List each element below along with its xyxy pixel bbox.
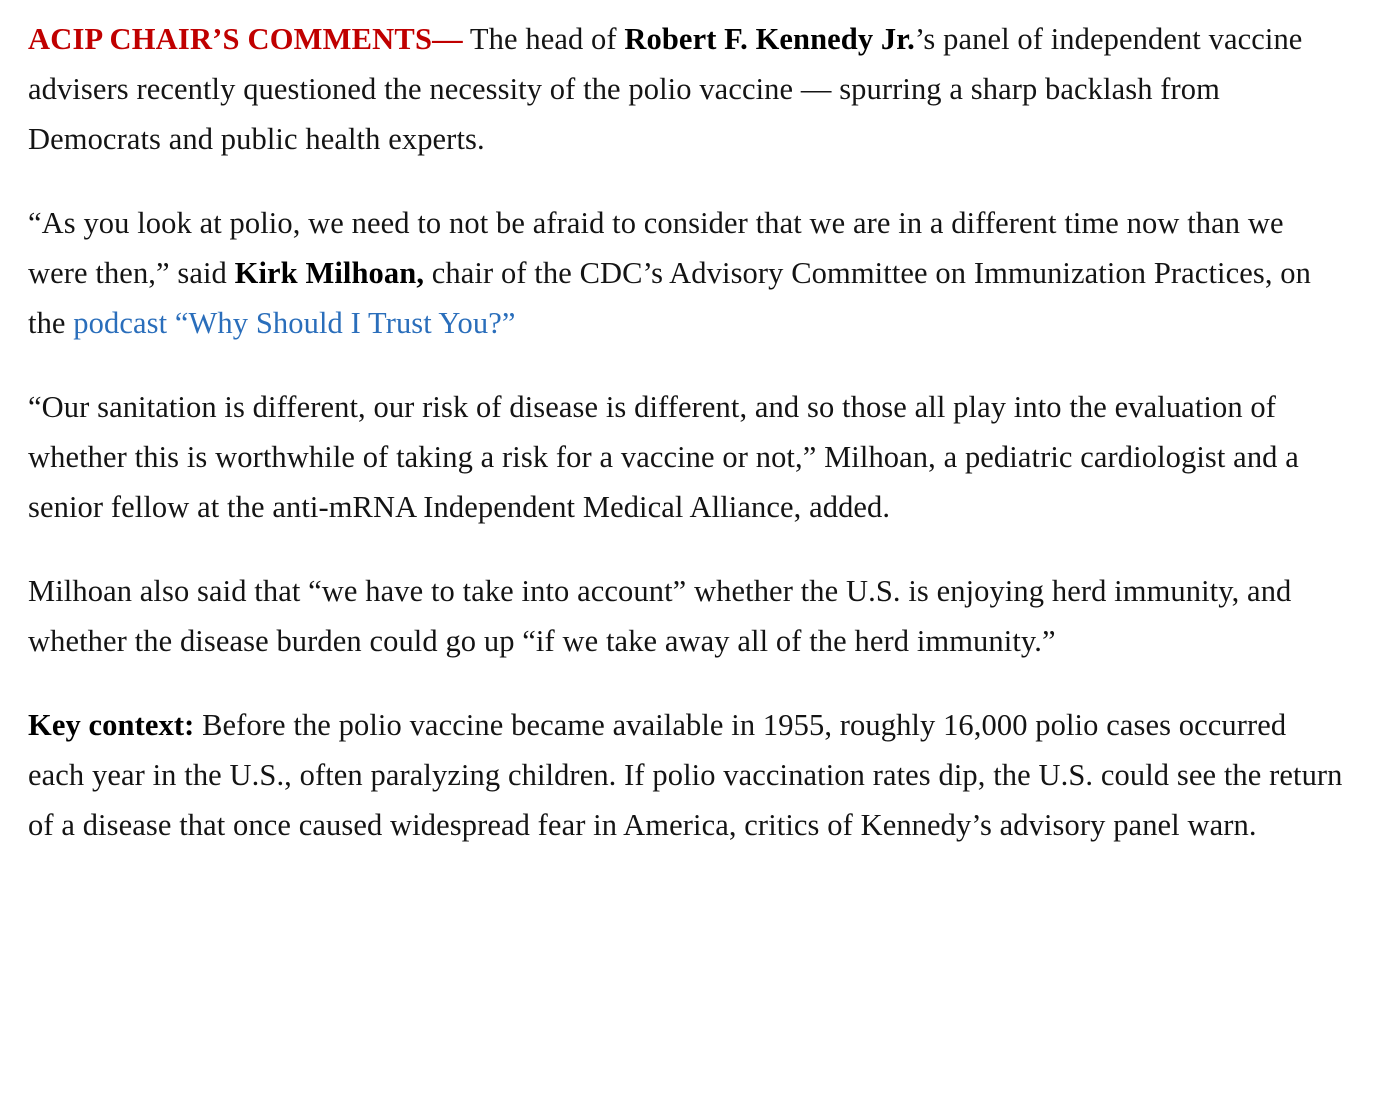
lede-rest-text: ’s panel of independent vaccine advisers recently questioned the necessity of the polio vaccine — spurring a sharp backlash from Democrats and public health experts. xyxy=(28,22,1303,156)
quote-one-part-two: chair of the CDC’s Advisory Committee on Immunization Practices, on the xyxy=(28,256,1311,340)
paragraph-quote-two: “Our sanitation is different, our risk of disease is different, and so those all play into the evaluation of whether this is worthwhile of taking a risk for a vaccine or not,” Milhoan, a pediatric cardiologist and a senior fellow at the anti-mRNA Independent Medical Alliance, added. xyxy=(28,390,1299,524)
person-name-kennedy: Robert F. Kennedy Jr. xyxy=(624,22,915,56)
paragraph-quote-three: Milhoan also said that “we have to take into account” whether the U.S. is enjoying herd immunity, and whether the disease burden could go up “if we take away all of the herd immunity.” xyxy=(28,574,1292,658)
key-context-text: Before the polio vaccine became available in 1955, roughly 16,000 polio cases occurred each year in the U.S., often paralyzing children. If polio vaccination rates dip, the U.S. could see the return of a disease that once caused widespread fear in America, critics of Kennedy’s advisory panel warn. xyxy=(28,708,1343,842)
kicker-dash: — xyxy=(432,22,463,56)
quote-one-part-one: “As you look at polio, we need to not be afraid to consider that we are in a different time now than we were then,” said xyxy=(28,206,1284,290)
paragraph-quote-one xyxy=(28,198,1346,348)
section-kicker: ACIP CHAIR’S COMMENTS xyxy=(28,22,433,56)
podcast-link[interactable]: podcast “Why Should I Trust You?” xyxy=(73,306,516,340)
lede-lead-text: The head of xyxy=(462,22,625,56)
paragraph-lede xyxy=(28,14,1346,164)
paragraph-key-context xyxy=(28,700,1346,850)
person-name-milhoan: Kirk Milhoan, xyxy=(234,256,425,290)
key-context-label: Key context: xyxy=(28,708,195,742)
